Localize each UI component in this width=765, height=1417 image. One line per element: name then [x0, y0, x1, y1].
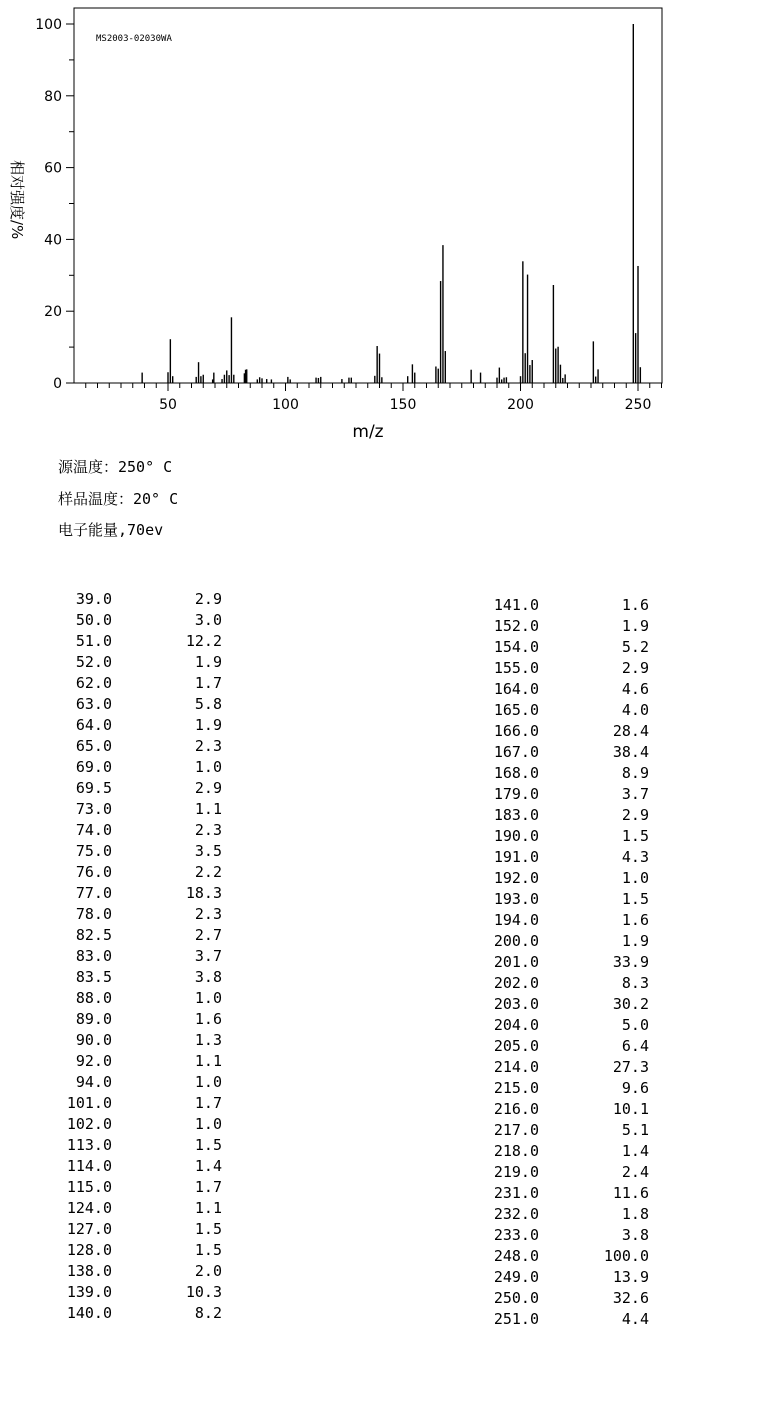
peak-mz: 73.0 [75, 800, 112, 818]
peak-mz: 233.0 [493, 1226, 539, 1244]
peak-abundance: 5.1 [621, 1121, 649, 1139]
peak-mz: 232.0 [493, 1205, 539, 1223]
peak-mz: 165.0 [493, 701, 539, 719]
peak-mz: 201.0 [493, 953, 539, 971]
peak-mz: 89.0 [75, 1010, 112, 1028]
peak-abundance: 8.2 [194, 1304, 222, 1322]
peak-mz: 78.0 [75, 905, 112, 923]
peak-abundance: 18.3 [185, 884, 222, 902]
peak-mz: 62.0 [75, 674, 112, 692]
peak-abundance: 1.4 [194, 1157, 222, 1175]
peak-mz: 88.0 [75, 989, 112, 1007]
y-tick-label: 0 [53, 376, 62, 392]
peak-abundance: 38.4 [612, 743, 649, 761]
peak-abundance: 4.4 [621, 1310, 649, 1328]
peak-mz: 140.0 [66, 1304, 112, 1322]
mass-spectrum-chart [0, 0, 765, 450]
spectrum-id: MS2003-02030WA [96, 34, 172, 44]
peak-mz: 250.0 [493, 1289, 539, 1307]
peak-mz: 69.0 [75, 758, 112, 776]
peak-mz: 65.0 [75, 737, 112, 755]
x-tick-label: 100 [272, 397, 299, 413]
peak-bars [142, 24, 640, 383]
peak-mz: 69.5 [75, 779, 112, 797]
peak-abundance: 3.7 [621, 785, 649, 803]
peak-abundance: 5.0 [621, 1016, 649, 1034]
peak-abundance: 1.9 [194, 653, 222, 671]
peak-mz: 192.0 [493, 869, 539, 887]
peak-mz: 249.0 [493, 1268, 539, 1286]
peak-abundance: 1.5 [194, 1220, 222, 1238]
peak-mz: 77.0 [75, 884, 112, 902]
y-axis-label: 相对强度/% [8, 160, 26, 240]
peak-mz: 94.0 [75, 1073, 112, 1091]
y-tick-label: 100 [35, 17, 62, 33]
peak-mz: 202.0 [493, 974, 539, 992]
x-tick-label: 200 [507, 397, 534, 413]
peak-abundance: 5.2 [621, 638, 649, 656]
peak-abundance: 1.5 [194, 1136, 222, 1154]
peak-abundance: 1.0 [621, 869, 649, 887]
peak-mz: 217.0 [493, 1121, 539, 1139]
peak-mz: 82.5 [75, 926, 112, 944]
peak-mz: 83.5 [75, 968, 112, 986]
peak-mz: 205.0 [493, 1037, 539, 1055]
plot-frame [74, 8, 662, 383]
peak-abundance: 2.9 [621, 659, 649, 677]
peak-abundance: 32.6 [612, 1289, 649, 1307]
peak-abundance: 10.3 [185, 1283, 222, 1301]
peak-abundance: 3.0 [194, 611, 222, 629]
peak-mz: 51.0 [75, 632, 112, 650]
peak-mz: 102.0 [66, 1115, 112, 1133]
peak-abundance: 2.4 [621, 1163, 649, 1181]
peak-abundance: 1.9 [621, 617, 649, 635]
peak-mz: 215.0 [493, 1079, 539, 1097]
peak-abundance: 3.8 [194, 968, 222, 986]
peak-abundance: 1.7 [194, 1178, 222, 1196]
y-axis-label-group [8, 160, 26, 239]
peak-abundance: 27.3 [612, 1058, 649, 1076]
peak-abundance: 1.9 [621, 932, 649, 950]
x-tick-label: 250 [624, 397, 652, 413]
x-axis-label: m/z [352, 422, 384, 442]
peak-abundance: 2.3 [194, 821, 222, 839]
peak-abundance: 1.5 [194, 1241, 222, 1259]
peak-mz: 115.0 [66, 1178, 112, 1196]
peak-abundance: 8.9 [621, 764, 649, 782]
peak-abundance: 100.0 [603, 1247, 649, 1265]
peak-abundance: 2.3 [194, 737, 222, 755]
peak-mz: 138.0 [66, 1262, 112, 1280]
peak-mz: 63.0 [75, 695, 112, 713]
peak-mz: 216.0 [493, 1100, 539, 1118]
x-axis [86, 383, 662, 413]
electron-energy: 电子能量,70ev [58, 521, 164, 539]
peak-mz: 50.0 [75, 611, 112, 629]
peak-abundance: 2.9 [194, 590, 222, 608]
peak-mz: 90.0 [75, 1031, 112, 1049]
peak-mz: 114.0 [66, 1157, 112, 1175]
y-tick-label: 80 [44, 88, 62, 105]
peak-abundance: 2.0 [194, 1262, 222, 1280]
peak-mz: 203.0 [493, 995, 539, 1013]
peak-mz: 141.0 [493, 596, 539, 614]
peak-mz: 200.0 [493, 932, 539, 950]
peak-abundance: 4.6 [621, 680, 649, 698]
peak-abundance: 6.4 [621, 1037, 649, 1055]
peak-mz: 139.0 [66, 1283, 112, 1301]
peak-mz: 154.0 [493, 638, 539, 656]
y-tick-label: 20 [44, 304, 62, 321]
peak-abundance: 3.5 [194, 842, 222, 860]
peak-abundance: 1.0 [194, 758, 222, 776]
peak-abundance: 1.0 [194, 1073, 222, 1091]
peak-mz: 231.0 [493, 1184, 539, 1202]
peak-mz: 218.0 [493, 1142, 539, 1160]
peak-mz: 183.0 [493, 806, 539, 824]
sample-temperature: 样品温度：20° C [58, 490, 179, 508]
peak-abundance: 9.6 [621, 1079, 649, 1097]
peak-abundance: 33.9 [612, 953, 649, 971]
peak-mz: 179.0 [493, 785, 539, 803]
peak-mz: 190.0 [493, 827, 539, 845]
y-tick-label: 60 [44, 160, 62, 177]
peak-abundance: 13.9 [612, 1268, 649, 1286]
peak-mz: 74.0 [75, 821, 112, 839]
peak-abundance: 4.0 [621, 701, 649, 719]
peak-mz: 191.0 [493, 848, 539, 866]
peak-mz: 83.0 [75, 947, 112, 965]
peak-abundance: 1.7 [194, 674, 222, 692]
peak-abundance: 2.7 [194, 926, 222, 944]
peak-mz: 128.0 [66, 1241, 112, 1259]
peak-abundance: 1.4 [621, 1142, 649, 1160]
peak-abundance: 1.7 [194, 1094, 222, 1112]
peak-abundance: 4.3 [621, 848, 649, 866]
peak-abundance: 2.9 [194, 779, 222, 797]
peak-abundance: 3.7 [194, 947, 222, 965]
peak-abundance: 10.1 [612, 1100, 649, 1118]
peak-mz: 219.0 [493, 1163, 539, 1181]
peak-mz: 194.0 [493, 911, 539, 929]
peak-abundance: 1.1 [194, 1199, 222, 1217]
peak-abundance: 1.0 [194, 989, 222, 1007]
peak-mz: 101.0 [66, 1094, 112, 1112]
peak-abundance: 1.5 [621, 890, 649, 908]
peak-mz: 127.0 [66, 1220, 112, 1238]
peak-mz: 39.0 [75, 590, 112, 608]
peak-mz: 193.0 [493, 890, 539, 908]
peak-mz: 155.0 [493, 659, 539, 677]
peak-abundance: 1.0 [194, 1115, 222, 1133]
peak-mz: 52.0 [75, 653, 112, 671]
peak-abundance: 28.4 [612, 722, 649, 740]
peak-abundance: 2.3 [194, 905, 222, 923]
peak-mz: 124.0 [66, 1199, 112, 1217]
peak-mz: 76.0 [75, 863, 112, 881]
peak-mz: 92.0 [75, 1052, 112, 1070]
peak-abundance: 2.2 [194, 863, 222, 881]
peak-mz: 64.0 [75, 716, 112, 734]
peak-mz: 204.0 [493, 1016, 539, 1034]
peak-mz: 214.0 [493, 1058, 539, 1076]
peak-abundance: 3.8 [621, 1226, 649, 1244]
peak-mz: 248.0 [493, 1247, 539, 1265]
peak-mz: 75.0 [75, 842, 112, 860]
peak-abundance: 1.5 [621, 827, 649, 845]
peak-mz: 166.0 [493, 722, 539, 740]
peak-abundance: 1.1 [194, 800, 222, 818]
peak-abundance: 1.8 [621, 1205, 649, 1223]
peak-abundance: 1.1 [194, 1052, 222, 1070]
peak-abundance: 1.9 [194, 716, 222, 734]
peak-abundance: 30.2 [612, 995, 649, 1013]
y-tick-label: 40 [44, 232, 62, 249]
peak-abundance: 11.6 [612, 1184, 649, 1202]
peak-mz: 168.0 [493, 764, 539, 782]
peak-abundance: 12.2 [185, 632, 222, 650]
peak-abundance: 2.9 [621, 806, 649, 824]
x-tick-label: 150 [389, 397, 417, 413]
peak-mz: 164.0 [493, 680, 539, 698]
source-temperature: 源温度：250° C [58, 458, 173, 476]
x-tick-label: 50 [159, 397, 177, 413]
peak-abundance: 1.6 [621, 596, 649, 614]
peak-mz: 113.0 [66, 1136, 112, 1154]
peak-abundance: 8.3 [621, 974, 649, 992]
peak-mz: 167.0 [493, 743, 539, 761]
peak-abundance: 1.6 [621, 911, 649, 929]
peak-abundance: 5.8 [194, 695, 222, 713]
peak-abundance: 1.6 [194, 1010, 222, 1028]
peak-mz: 251.0 [493, 1310, 539, 1328]
peak-abundance: 1.3 [194, 1031, 222, 1049]
peak-mz: 152.0 [493, 617, 539, 635]
y-axis [35, 17, 74, 392]
